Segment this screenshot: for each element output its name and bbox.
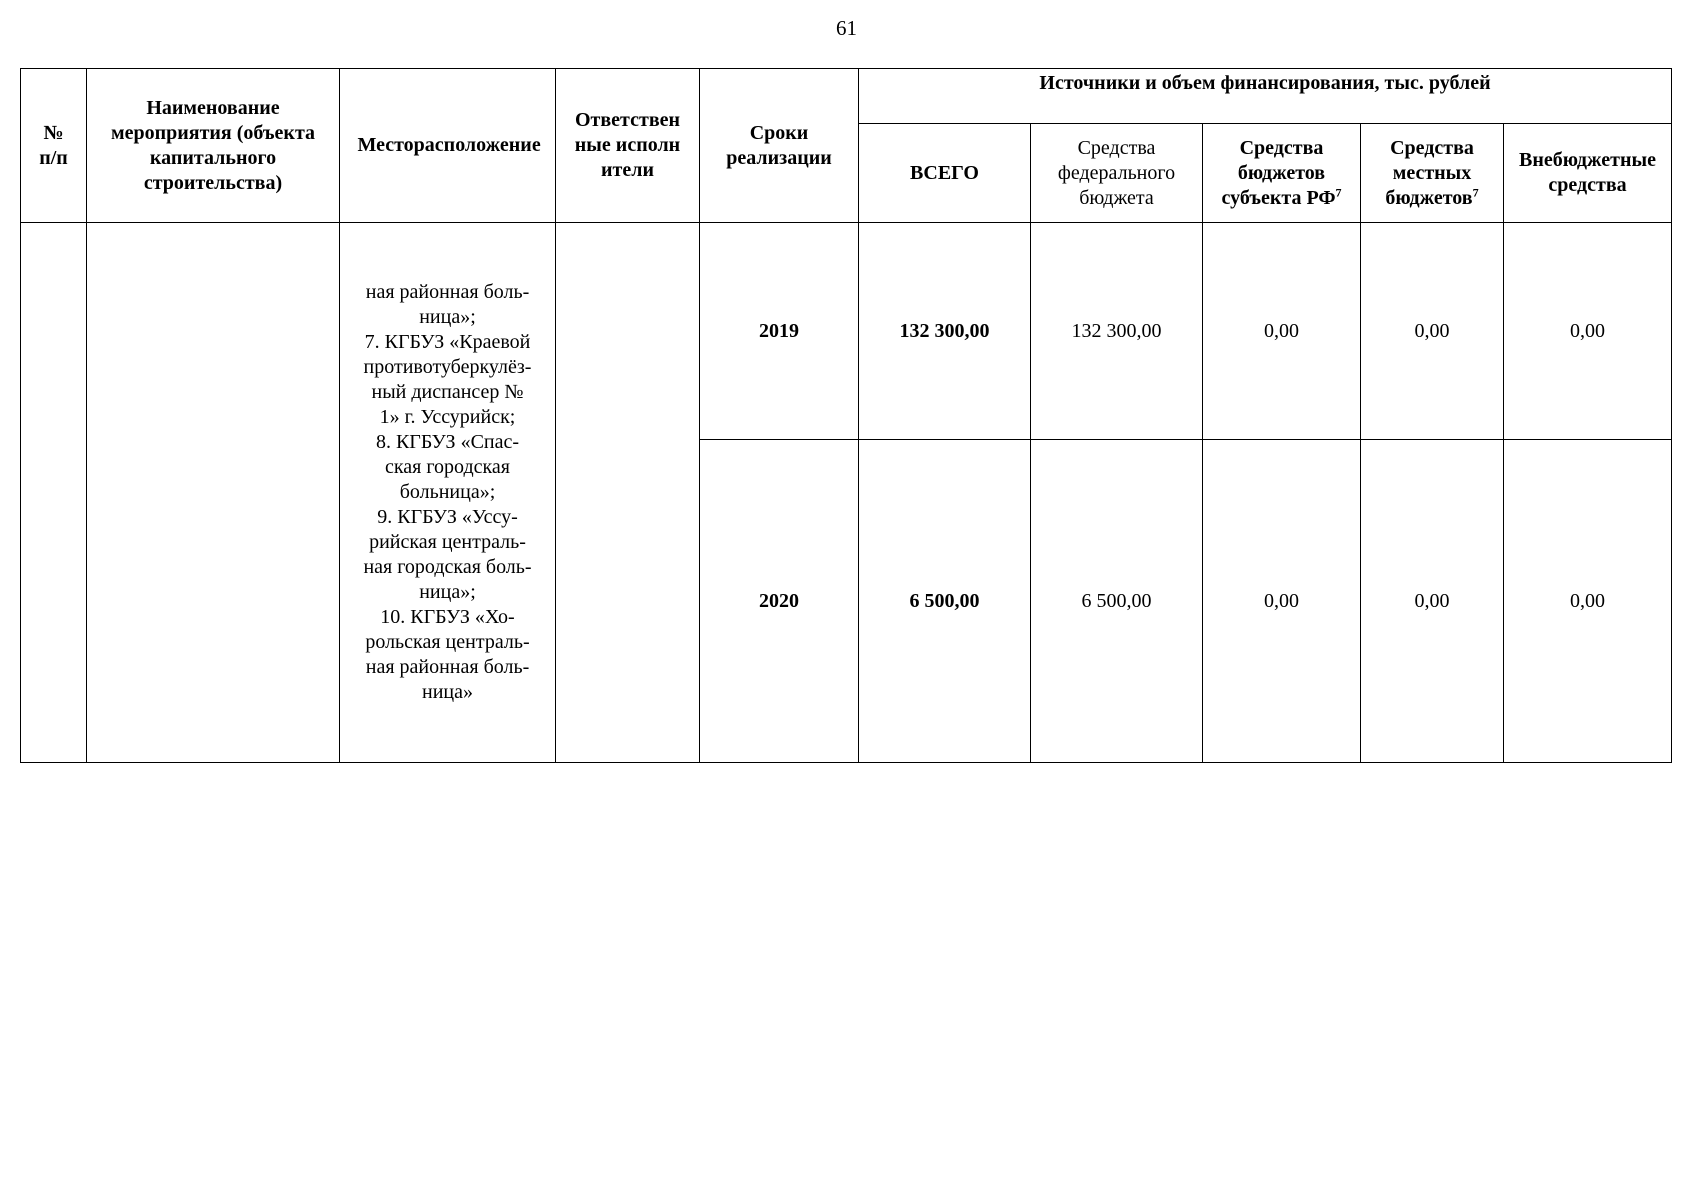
page-number: 61: [836, 16, 857, 40]
header-federal: Средства федерального бюджета: [1031, 124, 1203, 223]
location-line: 8. КГБУЗ «Спас-: [375, 431, 520, 453]
header-regional-label: Средства бюджетов субъекта РФ: [1221, 136, 1336, 209]
header-location: Месторасположение: [340, 69, 556, 223]
location-line: ная районная боль-: [365, 656, 530, 678]
cell-regional: 0,00: [1203, 223, 1361, 440]
header-num: № п/п: [21, 69, 87, 223]
header-total: ВСЕГО: [859, 124, 1031, 223]
cell-total: 6 500,00: [859, 440, 1031, 763]
cell-responsible: [556, 223, 700, 763]
cell-num: [21, 223, 87, 763]
cell-extra: 0,00: [1504, 440, 1672, 763]
location-line: 9. КГБУЗ «Уссу-: [377, 506, 518, 528]
header-local: [1361, 124, 1504, 223]
header-extra: Внебюджетные средства: [1504, 124, 1672, 223]
location-line: ная городская боль-: [363, 556, 532, 578]
location-line: ница»: [422, 681, 473, 703]
cell-regional: 0,00: [1203, 440, 1361, 763]
header-local-label: Средства местных бюджетов: [1385, 136, 1474, 209]
financing-table: [20, 68, 1672, 763]
location-line: 1» г. Уссурийск;: [379, 406, 516, 428]
cell-name: [87, 223, 340, 763]
location-line: рольская централь-: [365, 631, 530, 653]
location-line: 7. КГБУЗ «Краевой: [364, 331, 531, 353]
cell-local: 0,00: [1361, 223, 1504, 440]
header-row-top: [21, 69, 1672, 124]
cell-extra: 0,00: [1504, 223, 1672, 440]
location-line: ный диспансер №: [371, 381, 524, 403]
cell-federal: 132 300,00: [1031, 223, 1203, 440]
footnote-ref-regional: 7: [1335, 184, 1342, 199]
header-responsible: Ответственные исполнители: [556, 69, 700, 223]
location-line: противотуберкулёз-: [363, 356, 532, 378]
cell-year: 2019: [700, 223, 859, 440]
footnote-ref-local: 7: [1472, 184, 1479, 199]
location-line: ница»;: [419, 581, 476, 603]
cell-local: 0,00: [1361, 440, 1504, 763]
header-term: Сроки реализации: [700, 69, 859, 223]
cell-total: 132 300,00: [859, 223, 1031, 440]
location-line: рийская централь-: [369, 531, 526, 553]
header-regional: [1203, 124, 1361, 223]
table-row: [21, 223, 1672, 440]
header-sources-group: Источники и объем финансирования, тыс. рублей: [859, 69, 1672, 124]
header-name: Наименование мероприятия (объекта капитального строительства): [87, 69, 340, 223]
location-line: больница»;: [399, 481, 496, 503]
cell-year: 2020: [700, 440, 859, 763]
cell-federal: 6 500,00: [1031, 440, 1203, 763]
location-line: ница»;: [419, 306, 476, 328]
cell-location: [340, 223, 556, 763]
location-line: ская городская: [384, 456, 511, 478]
location-line: ная районная боль-: [365, 281, 530, 303]
location-line: 10. КГБУЗ «Хо-: [380, 606, 515, 628]
